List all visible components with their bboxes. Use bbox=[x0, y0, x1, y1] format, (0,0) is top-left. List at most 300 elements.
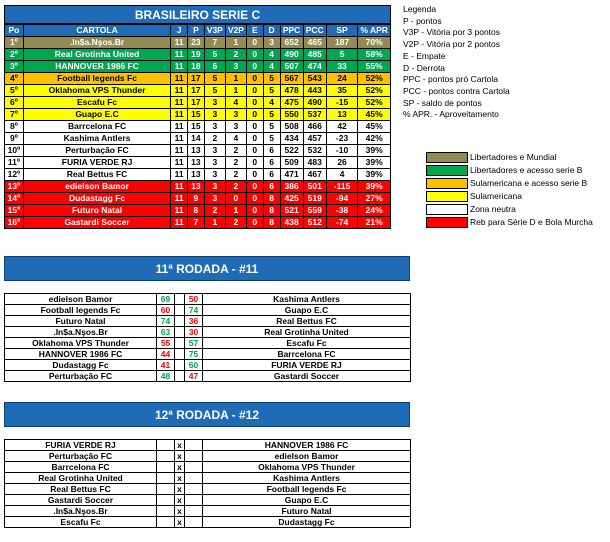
standings-cell-p: 7 bbox=[187, 217, 204, 229]
standings-cell-apr: 42% bbox=[358, 133, 391, 145]
legend-item: P - pontos bbox=[403, 15, 442, 26]
standings-cell-pcc: 457 bbox=[303, 133, 326, 145]
standings-cell-d: 5 bbox=[263, 73, 280, 85]
standings-cell-e: 0 bbox=[246, 73, 263, 85]
match-away-score: 47 bbox=[185, 371, 203, 382]
standings-cell-ppc: 471 bbox=[280, 169, 303, 181]
match-away-score bbox=[185, 495, 203, 506]
standings-cell-sp: 42 bbox=[326, 121, 358, 133]
match-home-team: Barrcelona FC bbox=[5, 462, 157, 473]
match-separator: x bbox=[175, 506, 185, 517]
standings-cell-v2p: 3 bbox=[225, 109, 246, 121]
standings-cell-ppc: 550 bbox=[280, 109, 303, 121]
match-separator: x bbox=[175, 495, 185, 506]
standings-cell-team: Football legends Fc bbox=[23, 73, 170, 85]
standings-cell-p: 14 bbox=[187, 133, 204, 145]
standings-cell-apr: 52% bbox=[358, 97, 391, 109]
standings-cell-apr: 27% bbox=[358, 193, 391, 205]
standings-cell-v2p: 2 bbox=[225, 181, 246, 193]
match-row bbox=[5, 349, 411, 360]
standings-cell-j: 11 bbox=[171, 85, 188, 97]
standings-cell-sp: 4 bbox=[326, 169, 358, 181]
standings-table bbox=[4, 24, 391, 229]
standings-cell-v3p: 5 bbox=[204, 73, 225, 85]
standings-cell-team: HANNOVER 1986 FC bbox=[23, 61, 170, 73]
standings-cell-d: 6 bbox=[263, 145, 280, 157]
match-home-score bbox=[157, 484, 175, 495]
standings-cell-e: 0 bbox=[246, 37, 263, 49]
standings-cell-v2p: 3 bbox=[225, 121, 246, 133]
standings-cell-e: 0 bbox=[246, 193, 263, 205]
col-header: E bbox=[246, 25, 263, 37]
standings-cell-apr: 45% bbox=[358, 121, 391, 133]
standings-cell-v3p: 3 bbox=[204, 181, 225, 193]
match-home-team: .In$a.Nşos.Br bbox=[5, 506, 157, 517]
col-header: SP bbox=[326, 25, 358, 37]
col-header: PPC bbox=[280, 25, 303, 37]
match-separator: x bbox=[175, 473, 185, 484]
match-away-score: 50 bbox=[185, 294, 203, 305]
standings-cell-ppc: 438 bbox=[280, 217, 303, 229]
standings-cell-e: 0 bbox=[246, 49, 263, 61]
match-row bbox=[5, 506, 411, 517]
standings-cell-v2p: 2 bbox=[225, 145, 246, 157]
standings-cell-apr: 55% bbox=[358, 61, 391, 73]
color-swatch bbox=[426, 204, 468, 215]
standings-cell-p: 17 bbox=[187, 73, 204, 85]
standings-cell-p: 15 bbox=[187, 109, 204, 121]
standings-cell-team: Kashima Antlers bbox=[23, 133, 170, 145]
col-header: Po bbox=[5, 25, 24, 37]
legend-item: SP - saldo de pontos bbox=[403, 97, 482, 108]
standings-cell-apr: 52% bbox=[358, 85, 391, 97]
match-home-score bbox=[157, 451, 175, 462]
match-away-team: Oklahoma VPS Thunder bbox=[203, 462, 411, 473]
match-separator bbox=[175, 338, 185, 349]
standings-cell-d: 8 bbox=[263, 205, 280, 217]
standings-cell-apr: 39% bbox=[358, 145, 391, 157]
color-legend-label: Reb para Série D e Bola Murcha bbox=[470, 217, 593, 227]
standings-cell-sp: -15 bbox=[326, 97, 358, 109]
match-away-score: 57 bbox=[185, 338, 203, 349]
standings-cell-v2p: 1 bbox=[225, 73, 246, 85]
standings-row bbox=[5, 217, 391, 229]
match-home-team: .In$a.Nşos.Br bbox=[5, 327, 157, 338]
match-away-team: FURIA VERDE RJ bbox=[203, 360, 411, 371]
standings-cell-j: 11 bbox=[171, 61, 188, 73]
match-separator bbox=[175, 360, 185, 371]
legend-item: V3P - Vitória por 3 pontos bbox=[403, 27, 501, 38]
match-separator: x bbox=[175, 462, 185, 473]
match-separator: x bbox=[175, 440, 185, 451]
standings-cell-e: 0 bbox=[246, 217, 263, 229]
standings-cell-j: 11 bbox=[171, 37, 188, 49]
round-12-table bbox=[4, 439, 411, 528]
standings-cell-pos: 15º bbox=[5, 205, 24, 217]
col-header: D bbox=[263, 25, 280, 37]
match-home-team: edielson Bamor bbox=[5, 294, 157, 305]
legend-list bbox=[403, 4, 510, 121]
standings-cell-e: 0 bbox=[246, 169, 263, 181]
standings-cell-v3p: 3 bbox=[204, 193, 225, 205]
standings-row bbox=[5, 157, 391, 169]
standings-cell-pos: 5º bbox=[5, 85, 24, 97]
standings-cell-pos: 14º bbox=[5, 193, 24, 205]
standings-cell-d: 5 bbox=[263, 133, 280, 145]
match-home-team: Real Grotinha United bbox=[5, 473, 157, 484]
standings-cell-team: Dudastagg Fc bbox=[23, 193, 170, 205]
standings-cell-j: 11 bbox=[171, 181, 188, 193]
standings-cell-j: 11 bbox=[171, 133, 188, 145]
standings-cell-apr: 45% bbox=[358, 109, 391, 121]
match-row bbox=[5, 327, 411, 338]
round-11-table bbox=[4, 293, 411, 382]
standings-cell-sp: -23 bbox=[326, 133, 358, 145]
standings-cell-team: Escafu Fc bbox=[23, 97, 170, 109]
standings-cell-pcc: 512 bbox=[303, 217, 326, 229]
standings-cell-e: 0 bbox=[246, 181, 263, 193]
match-away-score bbox=[185, 506, 203, 517]
standings-cell-sp: 13 bbox=[326, 109, 358, 121]
match-home-team: Real Bettus FC bbox=[5, 484, 157, 495]
standings-cell-v3p: 6 bbox=[204, 61, 225, 73]
legend-item: D - Derrota bbox=[403, 62, 446, 73]
match-home-team: Escafu Fc bbox=[5, 517, 157, 528]
standings-cell-ppc: 522 bbox=[280, 145, 303, 157]
standings-cell-ppc: 478 bbox=[280, 85, 303, 97]
match-away-team: Escafu Fc bbox=[203, 338, 411, 349]
standings-cell-j: 11 bbox=[171, 97, 188, 109]
match-home-score bbox=[157, 440, 175, 451]
standings-cell-p: 13 bbox=[187, 169, 204, 181]
match-home-score bbox=[157, 517, 175, 528]
standings-cell-apr: 21% bbox=[358, 217, 391, 229]
col-header: J bbox=[171, 25, 188, 37]
standings-cell-ppc: 652 bbox=[280, 37, 303, 49]
standings-cell-ppc: 425 bbox=[280, 193, 303, 205]
standings-cell-d: 4 bbox=[263, 49, 280, 61]
standings-cell-team: Real Grotinha United bbox=[23, 49, 170, 61]
standings-cell-ppc: 521 bbox=[280, 205, 303, 217]
col-header: V3P bbox=[204, 25, 225, 37]
match-away-score: 75 bbox=[185, 349, 203, 360]
standings-cell-apr: 58% bbox=[358, 49, 391, 61]
match-away-score bbox=[185, 440, 203, 451]
match-separator bbox=[175, 316, 185, 327]
match-home-team: Dudastagg Fc bbox=[5, 360, 157, 371]
standings-cell-apr: 52% bbox=[358, 73, 391, 85]
standings-row bbox=[5, 61, 391, 73]
standings-cell-v2p: 0 bbox=[225, 193, 246, 205]
match-separator: x bbox=[175, 517, 185, 528]
standings-cell-team: edielson Bamor bbox=[23, 181, 170, 193]
standings-cell-e: 0 bbox=[246, 97, 263, 109]
standings-cell-d: 3 bbox=[263, 37, 280, 49]
standings-cell-p: 18 bbox=[187, 61, 204, 73]
standings-cell-v3p: 7 bbox=[204, 37, 225, 49]
standings-cell-apr: 70% bbox=[358, 37, 391, 49]
standings-cell-pos: 13º bbox=[5, 181, 24, 193]
standings-cell-v3p: 3 bbox=[204, 121, 225, 133]
standings-cell-j: 11 bbox=[171, 157, 188, 169]
standings-cell-d: 5 bbox=[263, 121, 280, 133]
match-away-team: Guapo E.C bbox=[203, 495, 411, 506]
match-separator bbox=[175, 371, 185, 382]
col-header: % APR bbox=[358, 25, 391, 37]
standings-cell-pos: 7º bbox=[5, 109, 24, 121]
standings-cell-pos: 4º bbox=[5, 73, 24, 85]
standings-cell-d: 6 bbox=[263, 169, 280, 181]
match-home-team: Perturbação FC bbox=[5, 451, 157, 462]
standings-row bbox=[5, 193, 391, 205]
standings-cell-j: 11 bbox=[171, 193, 188, 205]
standings-cell-team: Perturbação FC bbox=[23, 145, 170, 157]
match-away-score bbox=[185, 451, 203, 462]
standings-cell-team: FURIA VERDE RJ bbox=[23, 157, 170, 169]
standings-cell-v2p: 2 bbox=[225, 169, 246, 181]
col-header: CARTOLA bbox=[23, 25, 170, 37]
match-row bbox=[5, 305, 411, 316]
standings-cell-sp: 5 bbox=[326, 49, 358, 61]
standings-cell-v2p: 2 bbox=[225, 157, 246, 169]
standings-cell-pcc: 485 bbox=[303, 49, 326, 61]
color-legend-label: Sulamericana e acesso serie B bbox=[470, 178, 588, 188]
round-11-title: 11ª RODADA - #11 bbox=[4, 256, 410, 281]
standings-cell-v3p: 5 bbox=[204, 49, 225, 61]
standings-cell-apr: 39% bbox=[358, 169, 391, 181]
standings-cell-pcc: 443 bbox=[303, 85, 326, 97]
standings-cell-pcc: 532 bbox=[303, 145, 326, 157]
match-row bbox=[5, 338, 411, 349]
standings-cell-sp: 26 bbox=[326, 157, 358, 169]
standings-cell-ppc: 567 bbox=[280, 73, 303, 85]
standings-cell-sp: -115 bbox=[326, 181, 358, 193]
standings-cell-team: Futuro Natal bbox=[23, 205, 170, 217]
match-home-score bbox=[157, 495, 175, 506]
match-away-team: Kashima Antlers bbox=[203, 473, 411, 484]
match-home-score: 69 bbox=[157, 294, 175, 305]
match-away-score: 30 bbox=[185, 327, 203, 338]
legend-item: PPC - pontos pró Cartola bbox=[403, 74, 498, 85]
standings-cell-p: 17 bbox=[187, 97, 204, 109]
standings-cell-apr: 24% bbox=[358, 205, 391, 217]
standings-cell-pcc: 465 bbox=[303, 37, 326, 49]
standings-cell-pcc: 483 bbox=[303, 157, 326, 169]
match-row bbox=[5, 451, 411, 462]
standings-cell-apr: 39% bbox=[358, 157, 391, 169]
match-home-score: 41 bbox=[157, 360, 175, 371]
match-separator: x bbox=[175, 484, 185, 495]
standings-cell-v3p: 3 bbox=[204, 145, 225, 157]
standings-cell-j: 11 bbox=[171, 169, 188, 181]
match-away-score bbox=[185, 462, 203, 473]
standings-title: BRASILEIRO SERIE C bbox=[4, 5, 391, 24]
standings-cell-pcc: 501 bbox=[303, 181, 326, 193]
match-away-team: HANNOVER 1986 FC bbox=[203, 440, 411, 451]
standings-cell-v3p: 1 bbox=[204, 217, 225, 229]
match-home-score: 63 bbox=[157, 327, 175, 338]
standings-cell-p: 9 bbox=[187, 193, 204, 205]
match-away-score bbox=[185, 517, 203, 528]
standings-cell-ppc: 490 bbox=[280, 49, 303, 61]
match-row bbox=[5, 517, 411, 528]
match-row bbox=[5, 316, 411, 327]
standings-cell-v3p: 2 bbox=[204, 133, 225, 145]
standings-cell-pcc: 519 bbox=[303, 193, 326, 205]
standings-cell-v2p: 1 bbox=[225, 85, 246, 97]
standings-cell-j: 11 bbox=[171, 49, 188, 61]
standings-cell-sp: 35 bbox=[326, 85, 358, 97]
legend-item: PCC - pontos contra Cartola bbox=[403, 85, 510, 96]
standings-cell-v3p: 3 bbox=[204, 157, 225, 169]
standings-row bbox=[5, 97, 391, 109]
standings-cell-pcc: 537 bbox=[303, 109, 326, 121]
color-swatch bbox=[426, 165, 468, 176]
standings-row bbox=[5, 37, 391, 49]
match-away-team: Real Bettus FC bbox=[203, 316, 411, 327]
standings-cell-j: 11 bbox=[171, 205, 188, 217]
standings-cell-p: 19 bbox=[187, 49, 204, 61]
color-legend-label: Sulamericana bbox=[470, 191, 522, 201]
standings-cell-sp: -10 bbox=[326, 145, 358, 157]
col-header: V2P bbox=[225, 25, 246, 37]
standings-cell-sp: 24 bbox=[326, 73, 358, 85]
standings-cell-v2p: 1 bbox=[225, 205, 246, 217]
standings-cell-d: 8 bbox=[263, 193, 280, 205]
standings-cell-pos: 3º bbox=[5, 61, 24, 73]
match-home-score: 48 bbox=[157, 371, 175, 382]
standings-cell-ppc: 507 bbox=[280, 61, 303, 73]
match-away-team: Gastardi Soccer bbox=[203, 371, 411, 382]
standings-cell-team: Real Bettus FC bbox=[23, 169, 170, 181]
standings-cell-pos: 2º bbox=[5, 49, 24, 61]
match-away-score bbox=[185, 484, 203, 495]
match-home-score bbox=[157, 506, 175, 517]
match-separator: x bbox=[175, 451, 185, 462]
standings-cell-p: 23 bbox=[187, 37, 204, 49]
match-home-team: Futuro Natal bbox=[5, 316, 157, 327]
match-home-team: HANNOVER 1986 FC bbox=[5, 349, 157, 360]
standings-cell-sp: -94 bbox=[326, 193, 358, 205]
standings-row bbox=[5, 109, 391, 121]
standings-cell-pos: 12º bbox=[5, 169, 24, 181]
standings-row bbox=[5, 205, 391, 217]
color-swatch bbox=[426, 191, 468, 202]
standings-cell-pcc: 474 bbox=[303, 61, 326, 73]
standings-cell-sp: -38 bbox=[326, 205, 358, 217]
match-away-team: Dudastagg Fc bbox=[203, 517, 411, 528]
standings-cell-p: 13 bbox=[187, 157, 204, 169]
standings-cell-pos: 16º bbox=[5, 217, 24, 229]
standings-cell-d: 5 bbox=[263, 85, 280, 97]
color-legend-label: Zona neutra bbox=[470, 204, 516, 214]
standings-cell-d: 6 bbox=[263, 181, 280, 193]
standings-cell-j: 11 bbox=[171, 217, 188, 229]
standings-cell-p: 15 bbox=[187, 121, 204, 133]
standings-cell-pos: 11º bbox=[5, 157, 24, 169]
standings-cell-p: 8 bbox=[187, 205, 204, 217]
standings-cell-pcc: 490 bbox=[303, 97, 326, 109]
standings-cell-j: 11 bbox=[171, 73, 188, 85]
standings-cell-v2p: 3 bbox=[225, 61, 246, 73]
standings-cell-ppc: 508 bbox=[280, 121, 303, 133]
standings-cell-e: 0 bbox=[246, 133, 263, 145]
match-row bbox=[5, 294, 411, 305]
standings-cell-apr: 39% bbox=[358, 181, 391, 193]
standings-cell-pos: 6º bbox=[5, 97, 24, 109]
standings-row bbox=[5, 73, 391, 85]
standings-cell-pos: 10º bbox=[5, 145, 24, 157]
match-away-team: edielson Bamor bbox=[203, 451, 411, 462]
standings-cell-p: 13 bbox=[187, 145, 204, 157]
standings-cell-v2p: 4 bbox=[225, 133, 246, 145]
standings-cell-e: 0 bbox=[246, 85, 263, 97]
col-header: PCC bbox=[303, 25, 326, 37]
standings-cell-e: 0 bbox=[246, 205, 263, 217]
match-away-score: 74 bbox=[185, 305, 203, 316]
legend-item: E - Empate bbox=[403, 50, 446, 61]
standings-cell-sp: 33 bbox=[326, 61, 358, 73]
standings-row bbox=[5, 145, 391, 157]
match-away-team: Futuro Natal bbox=[203, 506, 411, 517]
legend-item: % APR. - Aproveitamento bbox=[403, 109, 499, 120]
match-row bbox=[5, 440, 411, 451]
standings-panel bbox=[4, 5, 391, 229]
standings-cell-ppc: 509 bbox=[280, 157, 303, 169]
match-row bbox=[5, 462, 411, 473]
match-away-team: Real Grotinha United bbox=[203, 327, 411, 338]
standings-cell-v3p: 3 bbox=[204, 97, 225, 109]
match-away-team: Barrcelona FC bbox=[203, 349, 411, 360]
standings-cell-e: 0 bbox=[246, 61, 263, 73]
standings-cell-j: 11 bbox=[171, 109, 188, 121]
legend-title: Legenda bbox=[403, 4, 437, 14]
match-home-team: Football legends Fc bbox=[5, 305, 157, 316]
color-swatch bbox=[426, 217, 468, 228]
match-away-score: 36 bbox=[185, 316, 203, 327]
standings-cell-team: .In$a.Nşos.Br bbox=[23, 37, 170, 49]
standings-cell-pcc: 559 bbox=[303, 205, 326, 217]
standings-cell-v3p: 3 bbox=[204, 109, 225, 121]
standings-cell-e: 0 bbox=[246, 121, 263, 133]
standings-cell-ppc: 475 bbox=[280, 97, 303, 109]
match-row bbox=[5, 473, 411, 484]
match-row bbox=[5, 371, 411, 382]
match-away-score bbox=[185, 473, 203, 484]
color-swatch bbox=[426, 152, 468, 163]
standings-cell-team: Guapo E.C bbox=[23, 109, 170, 121]
standings-cell-d: 8 bbox=[263, 217, 280, 229]
round-12-title: 12ª RODADA - #12 bbox=[4, 402, 410, 427]
standings-cell-ppc: 434 bbox=[280, 133, 303, 145]
standings-cell-team: Barrcelona FC bbox=[23, 121, 170, 133]
standings-cell-v2p: 4 bbox=[225, 97, 246, 109]
standings-cell-v2p: 2 bbox=[225, 217, 246, 229]
standings-cell-v3p: 2 bbox=[204, 205, 225, 217]
standings-cell-sp: 187 bbox=[326, 37, 358, 49]
standings-cell-pos: 8º bbox=[5, 121, 24, 133]
standings-row bbox=[5, 169, 391, 181]
color-swatch bbox=[426, 178, 468, 189]
match-away-team: Football legends Fc bbox=[203, 484, 411, 495]
match-away-team: Kashima Antlers bbox=[203, 294, 411, 305]
standings-cell-j: 11 bbox=[171, 145, 188, 157]
standings-cell-v2p: 1 bbox=[225, 37, 246, 49]
match-home-team: Oklahoma VPS Thunder bbox=[5, 338, 157, 349]
match-separator bbox=[175, 349, 185, 360]
match-row bbox=[5, 495, 411, 506]
standings-cell-j: 11 bbox=[171, 121, 188, 133]
